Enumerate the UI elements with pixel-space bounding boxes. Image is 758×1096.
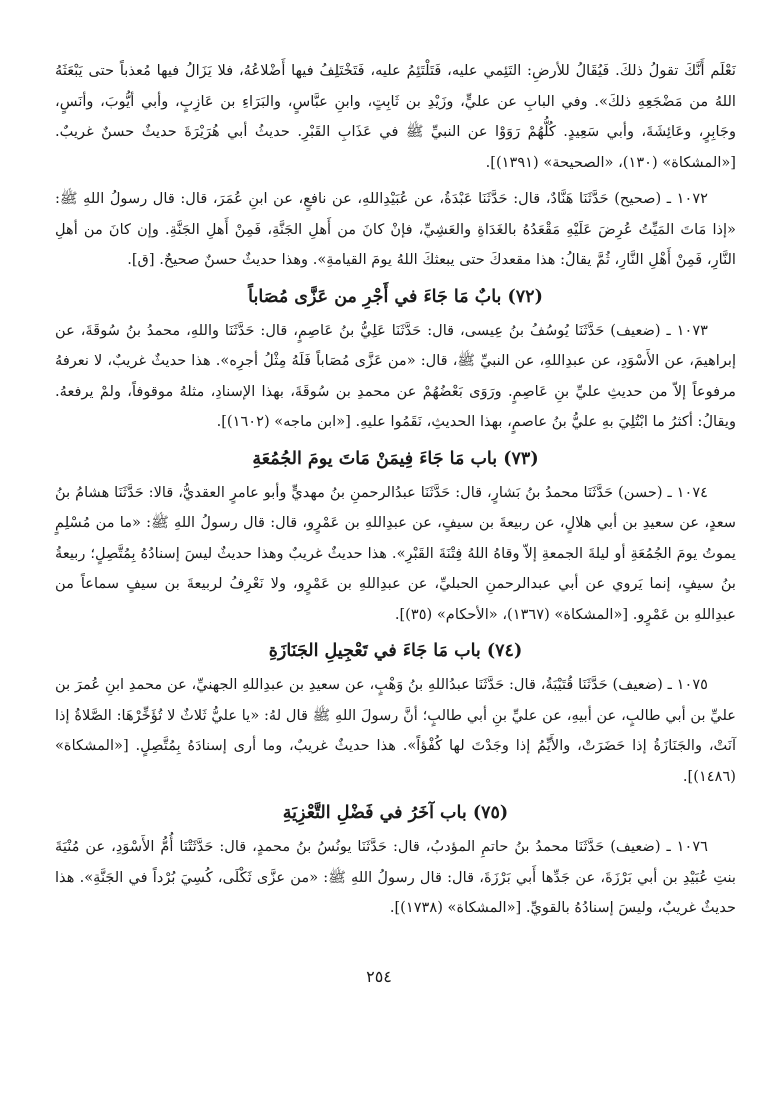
chapter-heading-72 — [55, 282, 736, 312]
hadith-1076: ١٠٧٦ ـ (ضعيف) حَدَّثَنَا محمدُ بنُ حاتمِ المؤدبُ، قال: حَدَّثَنَا يونُسُ بنُ محمدٍ، قال: حَدَّثَتْنَا أُمُّ الأَسْوَدِ، عن مُنْيَةَ بنتِ عُبَيْدِ بن أبي بَرْزَةَ، عن جَدِّها أَبي بَرْزَةَ، قال: قال رسولُ اللهِ ﷺ: «من عزَّى ثَكْلَى، كُسِيَ بُرْداً في الجَنَّةِ». هذا حديثٌ غريبٌ، وليسَ إسنادُهُ بالقويِّ. [«المشكاة» (١٧٣٨)]. — [55, 838, 736, 916]
page-content — [55, 56, 736, 1096]
chapter-heading-75 — [55, 798, 736, 828]
chapter-heading-74-text: (٧٤) باب مَا جَاءَ في تَعْجِيلِ الجَنَازَةِ — [233, 636, 559, 666]
hadith-1074: ١٠٧٤ ـ (حسن) حَدَّثَنَا محمدُ بنُ بَشارٍ، قال: حَدَّثَنَا عبدُالرحمنِ بنُ مهديٍّ وأبو عامرٍ العقديُّ، قالا: حَدَّثَنَا هشامُ بنُ سعدٍ، عن سعيدِ بن أبي هلالٍ، عن ربيعةَ بن سيفٍ، عن عبدِاللهِ بن عَمْرٍو، قال: قال رسولُ اللهِ ﷺ: «ما من مُسْلِمٍ يموتُ يومَ الجُمُعَةِ أو ليلةَ الجمعةِ إلاّ وقاهُ اللهُ فِتْنَةَ القَبْرِ». هذا حديثٌ غريبٌ وهذا حديثٌ ليسَ إسنادُهُ بِمُتَّصِلٍ؛ ربيعةُ بنُ سيفٍ، إنما يَروي عن أبي عبدالرحمنِ الحبليِّ، عن عبدِاللهِ بن عَمْرٍو، ولا نَعْرِفُ لربيعةَ بن سيفٍ سماعاً من عبدِاللهِ بن عَمْرٍو. [«المشكاة» (١٣٦٧)، «الأحكام» (٣٥)]. — [55, 483, 736, 623]
hadith-1072: ١٠٧٢ ـ (صحيح) حَدَّثَنَا هَنَّادٌ، قال: حَدَّثَنَا عَبْدَةُ، عن عُبَيْدِاللهِ، عن نافعٍ، عن ابنِ عُمَرَ، قال: قال رسولُ اللهِ ﷺ: «إذا مَاتَ المَيِّتُ عُرِضَ عَلَيْهِ مَقْعَدُهُ بالغَدَاةِ والعَشِيِّ، فإنْ كانَ من أَهلِ الجَنَّةِ، فَمِنْ أَهلِ الجَنَّةِ. وإن كانَ من أهلِ النَّارِ، فَمِنْ أَهْلِ النَّارِ، ثُمَّ يقالُ: هذا مقعدكَ حتى يبعثكَ اللهُ يومَ القيامةِ». وهذا حديثٌ حسنٌ صحيحٌ. [ق]. — [55, 190, 736, 268]
hadith-1073: ١٠٧٣ ـ (ضعيف) حَدَّثَنَا يُوسُفُ بنُ عِيسى، قال: حَدَّثَنَا عَلِيُّ بنُ عَاصِمٍ، قال: حَدَّثَنَا واللهِ، محمدُ بنُ سُوقَةَ، عن إبراهيمَ، عن الأَسْوَدِ، عن عبدِاللهِ، عن النبيِّ ﷺ، قال: «من عَزَّى مُصَاباً فَلَهُ مِثْلُ أجرِه». هذا حديثٌ غريبٌ، لا نعرفهُ مرفوعاً إلاّ من حديثِ عليِّ بنِ عَاصِمٍ. ورَوَى بَعْضُهُمْ عن محمدِ بن سُوقَةَ، بهذا الإسنادِ، مثلهُ موقوفاً، ولمْ يرفعهُ. ويقالُ: أكثرُ ما ابْتُلِيَ بهِ عليُّ بنُ عاصمٍ، بهذا الحديثِ، نَقَمُوا عليهِ. [«ابن ماجه» (١٦٠٢)]. — [55, 321, 736, 430]
chapter-heading-75-text: (٧٥) باب آخَرُ في فَضْلِ التَّعْزِيَةِ — [247, 798, 544, 828]
chapter-heading-73-text: (٧٣) باب مَا جَاءَ فِيمَنْ مَاتَ يومَ الجُمُعَةِ — [216, 444, 574, 474]
chapter-heading-73 — [55, 444, 736, 474]
hadith-1075: ١٠٧٥ ـ (ضعيف) حَدَّثَنَا قُتَيْبَةُ، قال: حَدَّثَنَا عبدُاللهِ بنُ وَهْبٍ، عن سعيدِ بن عبدِاللهِ الجهنيِّ، عن محمدِ ابنِ عُمرَ بن عليِّ بن أبي طالبٍ، عن أبيهِ، عن عليِّ بنِ أبي طالبٍ؛ أنَّ رسولَ اللهِ ﷺ قال لهُ: «يا عليُّ ثَلاثٌ لا تُؤَخِّرْهَا: الصَّلاةُ إذا آنَتْ، والجَنَازَةُ إذا حَضَرَتْ، والأَيِّمُ إذا وجَدْتَ لها كُفْؤاً». هذا حديثٌ غريبٌ، وما أرى إسنادَهُ بِمُتَّصِلٍ. [«المشكاة» (١٤٨٦)]. — [55, 676, 736, 785]
paragraph-intro: نَعْلَم أَنَّكَ تقولُ ذلكَ. فَيُقَالُ للأرضِ: التَئِمي عليه، فَتَلْتَئِمُ عليه، فَتَخْتَلِفُ فيها أَضْلاعُهُ، فلا يَزَالُ فيها مُعذباً حتى يَبْعَثَهُ اللهُ من مَضْجَعِهِ ذلكَ». وفي البابِ عن عليٍّ، وزَيْدِ بن ثَابِتٍ، وابنِ عبَّاسٍ، والبَرَاءِ بن عَازِبٍ، وأبي أيُّوبَ، وأنَسٍ، وجَابِرٍ، وعَائِشَةَ، وأبي سَعِيدٍ. كُلُّهُمْ رَوَوْا عن النبيِّ ﷺ في عَذَابِ القَبْرِ. حديثُ أبي هُرَيْرَةَ حديثٌ حسنٌ غريبٌ. [«المشكاة» (١٣٠)، «الصحيحة» (١٣٩١)]. — [55, 62, 736, 171]
chapter-heading-72-text: (٧٢) بابٌ مَا جَاءَ في أَجْرِ من عَزَّى مُصَاباً — [212, 282, 579, 312]
chapter-heading-74 — [55, 636, 736, 666]
page-number: ٢٥٤ — [366, 967, 392, 986]
